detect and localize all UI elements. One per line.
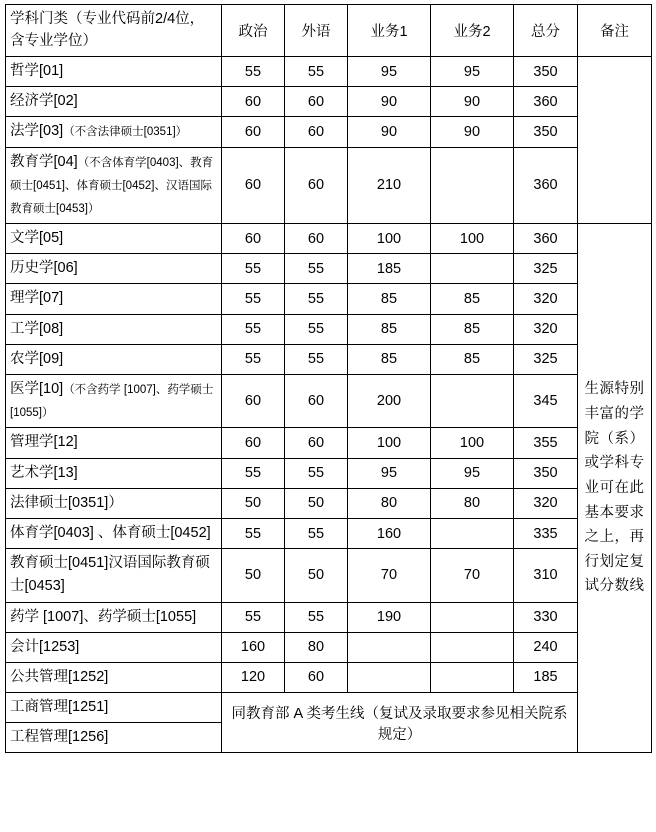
cell-total: 350	[514, 117, 578, 147]
cell-foreign-language: 55	[285, 458, 348, 488]
cell-business2: 100	[431, 428, 514, 458]
cell-business2	[431, 662, 514, 692]
table-row	[6, 87, 652, 117]
cell-total: 345	[514, 375, 578, 428]
category-name: 文学[05]	[10, 230, 64, 247]
cell-politics: 120	[222, 662, 285, 692]
cell-business1: 85	[348, 344, 431, 374]
table-row	[6, 549, 652, 602]
cell-politics: 60	[222, 147, 285, 224]
cell-business2	[431, 375, 514, 428]
cell-business2: 80	[431, 488, 514, 518]
cell-category	[6, 375, 222, 428]
cell-category	[6, 314, 222, 344]
cell-total: 325	[514, 254, 578, 284]
table-row	[6, 602, 652, 632]
cell-business2: 85	[431, 344, 514, 374]
cell-foreign-language: 55	[285, 314, 348, 344]
cell-politics: 55	[222, 602, 285, 632]
cell-politics: 50	[222, 549, 285, 602]
cell-category	[6, 87, 222, 117]
category-name: 工程管理[1256]	[10, 729, 109, 746]
category-name: 医学[10]	[10, 381, 64, 397]
table-row	[6, 117, 652, 147]
table-body	[6, 56, 652, 753]
cell-total: 310	[514, 549, 578, 602]
cell-politics: 60	[222, 117, 285, 147]
cell-politics: 55	[222, 254, 285, 284]
category-note: （不含法律硕士[0351]）	[63, 126, 188, 139]
cell-business1: 185	[348, 254, 431, 284]
cell-foreign-language: 60	[285, 662, 348, 692]
category-name: 法学[03]	[10, 123, 64, 140]
cell-business1: 190	[348, 602, 431, 632]
table-row	[6, 632, 652, 662]
cell-business1: 85	[348, 314, 431, 344]
cell-politics: 55	[222, 518, 285, 548]
cell-total: 330	[514, 602, 578, 632]
cell-total: 320	[514, 284, 578, 314]
cell-business2: 95	[431, 56, 514, 86]
cell-total: 240	[514, 632, 578, 662]
cell-foreign-language: 50	[285, 488, 348, 518]
cell-business1: 210	[348, 147, 431, 224]
cell-politics: 55	[222, 284, 285, 314]
category-name: 管理学[12]	[10, 434, 78, 451]
table-row	[6, 428, 652, 458]
category-name: 药学 [1007]、药学硕士[1055]	[10, 608, 197, 625]
cell-politics: 60	[222, 87, 285, 117]
cell-politics: 60	[222, 224, 285, 254]
cell-total: 335	[514, 518, 578, 548]
cell-business2: 90	[431, 117, 514, 147]
cell-business2: 100	[431, 224, 514, 254]
cell-business1: 90	[348, 117, 431, 147]
table-row	[6, 284, 652, 314]
cell-remark-empty	[578, 56, 652, 223]
table-row	[6, 254, 652, 284]
header-remark: 备注	[578, 5, 652, 57]
cell-total: 360	[514, 87, 578, 117]
cell-business2: 95	[431, 458, 514, 488]
category-name: 教育学[04]	[10, 153, 78, 170]
header-politics: 政治	[222, 5, 285, 57]
category-name: 艺术学[13]	[10, 464, 78, 481]
table-row	[6, 518, 652, 548]
cell-total: 360	[514, 224, 578, 254]
cell-business1	[348, 632, 431, 662]
cell-total: 350	[514, 458, 578, 488]
table-row	[6, 458, 652, 488]
header-business1: 业务1	[348, 5, 431, 57]
cell-business2: 85	[431, 314, 514, 344]
cell-category	[6, 224, 222, 254]
category-name: 体育学[0403] 、体育硕士[0452]	[10, 524, 211, 541]
cell-foreign-language: 80	[285, 632, 348, 662]
cell-category	[6, 632, 222, 662]
category-note: （不含体育学[0403]、教育硕士[0451]、体育硕士[0452]、汉语国际教育硕士[0453]）	[10, 156, 214, 215]
table-header	[6, 5, 652, 57]
cell-politics: 60	[222, 428, 285, 458]
cell-politics: 55	[222, 56, 285, 86]
category-name: 法律硕士[0351]）	[10, 494, 123, 511]
cell-business2: 85	[431, 284, 514, 314]
cell-politics: 55	[222, 458, 285, 488]
cell-foreign-language: 55	[285, 56, 348, 86]
category-name: 教育硕士[0451]汉语国际教育硕士[0453]	[10, 555, 210, 595]
header-foreign-language: 外语	[285, 5, 348, 57]
cell-business1: 95	[348, 56, 431, 86]
cell-total: 320	[514, 488, 578, 518]
category-name: 哲学[01]	[10, 62, 64, 79]
category-name: 经济学[02]	[10, 93, 78, 110]
category-name: 会计[1253]	[10, 638, 80, 655]
cell-business1: 100	[348, 224, 431, 254]
cell-business2: 90	[431, 87, 514, 117]
cell-category	[6, 488, 222, 518]
cell-business1: 100	[348, 428, 431, 458]
table-row	[6, 375, 652, 428]
cell-category	[6, 549, 222, 602]
cell-remark: 生源特别丰富的学院（系）或学科专业可在此基本要求之上，再行划定复试分数线	[578, 224, 652, 753]
cell-category	[6, 602, 222, 632]
header-category: 学科门类（专业代码前2/4位，含专业学位）	[6, 5, 222, 57]
table-row	[6, 224, 652, 254]
cell-politics: 60	[222, 375, 285, 428]
cell-total: 325	[514, 344, 578, 374]
header-business2: 业务2	[431, 5, 514, 57]
category-name: 工商管理[1251]	[10, 699, 109, 716]
cell-total: 350	[514, 56, 578, 86]
cell-category	[6, 458, 222, 488]
cell-business1: 95	[348, 458, 431, 488]
cell-foreign-language: 60	[285, 117, 348, 147]
cell-business1	[348, 662, 431, 692]
cell-business2	[431, 147, 514, 224]
header-total: 总分	[514, 5, 578, 57]
cell-foreign-language: 50	[285, 549, 348, 602]
cell-foreign-language: 55	[285, 344, 348, 374]
cell-business1: 90	[348, 87, 431, 117]
cell-category	[6, 284, 222, 314]
cell-foreign-language: 60	[285, 428, 348, 458]
category-name: 历史学[06]	[10, 260, 78, 277]
table-row	[6, 147, 652, 224]
table-row	[6, 344, 652, 374]
category-name: 理学[07]	[10, 290, 64, 307]
cell-foreign-language: 60	[285, 147, 348, 224]
cell-total: 185	[514, 662, 578, 692]
cell-category	[6, 723, 222, 753]
cell-business1: 80	[348, 488, 431, 518]
cell-category	[6, 693, 222, 723]
cell-category	[6, 518, 222, 548]
table-row	[6, 314, 652, 344]
table-row	[6, 56, 652, 86]
cell-total: 360	[514, 147, 578, 224]
cell-foreign-language: 60	[285, 224, 348, 254]
category-name: 工学[08]	[10, 320, 64, 337]
header-row	[6, 5, 652, 57]
cell-business2	[431, 632, 514, 662]
cell-business1: 85	[348, 284, 431, 314]
cell-category	[6, 147, 222, 224]
cell-foreign-language: 55	[285, 284, 348, 314]
category-name: 公共管理[1252]	[10, 668, 109, 685]
footer-note: 同教育部 A 类考生线（复试及录取要求参见相关院系规定）	[222, 693, 578, 753]
cell-politics: 50	[222, 488, 285, 518]
cell-total: 355	[514, 428, 578, 458]
cell-foreign-language: 60	[285, 375, 348, 428]
table-row	[6, 488, 652, 518]
cell-business1: 200	[348, 375, 431, 428]
cell-politics: 55	[222, 344, 285, 374]
table-row	[6, 662, 652, 692]
score-line-table	[5, 4, 652, 753]
category-note: （不含药学 [1007]、药学硕士[1055]）	[10, 384, 214, 420]
cell-business1: 160	[348, 518, 431, 548]
table-row	[6, 693, 652, 723]
cell-business2	[431, 602, 514, 632]
cell-category	[6, 56, 222, 86]
cell-business2	[431, 518, 514, 548]
cell-business2: 70	[431, 549, 514, 602]
cell-category	[6, 344, 222, 374]
cell-foreign-language: 55	[285, 254, 348, 284]
cell-category	[6, 117, 222, 147]
cell-total: 320	[514, 314, 578, 344]
cell-foreign-language: 55	[285, 518, 348, 548]
cell-politics: 55	[222, 314, 285, 344]
cell-foreign-language: 60	[285, 87, 348, 117]
cell-business2	[431, 254, 514, 284]
category-name: 农学[09]	[10, 350, 64, 367]
cell-category	[6, 254, 222, 284]
cell-business1: 70	[348, 549, 431, 602]
cell-category	[6, 428, 222, 458]
cell-category	[6, 662, 222, 692]
cell-foreign-language: 55	[285, 602, 348, 632]
cell-politics: 160	[222, 632, 285, 662]
